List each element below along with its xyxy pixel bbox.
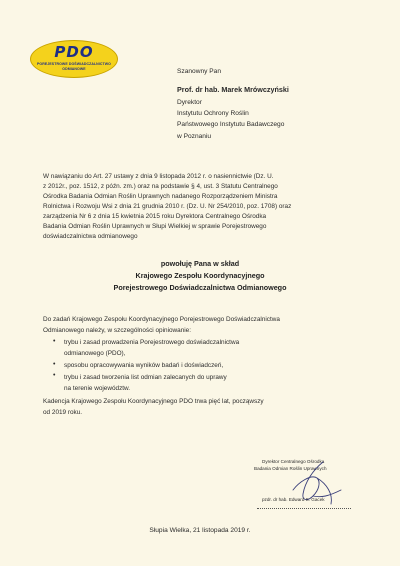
bullet-1-line-1: trybu i zasad prowadzenia Porejestrowego doświadczalnictwa	[64, 339, 240, 346]
intro-line-4: Rolnictwa i Rozwoju Wsi z dnia 21 grudnia 2010 r. (Dz. U. Nr 254/2010, poz. 1708) oraz	[43, 203, 292, 210]
intro-line-2: z 2012r., poz. 1512, z późn. zm.) oraz na podstawie § 4, ust. 3 Statutu Centralnego	[43, 183, 278, 190]
intro-line-3: Ośrodka Badania Odmian Roślin Uprawnych nadanego Rozporządzeniem Ministra	[43, 193, 278, 200]
logo-subtitle-line-2: ODMIANOWE	[62, 67, 86, 71]
appointment-line-3: Porejestrowego Doświadczalnictwa Odmianowego	[113, 283, 287, 292]
bullet-3-line-2: na terenie województw.	[64, 385, 131, 392]
pdo-logo	[30, 40, 118, 80]
appointment-line-1: powołuję Pana w skład	[160, 259, 240, 268]
greeting: Szanowny Pan	[177, 68, 221, 75]
intro-line-6: Badania Odmian Roślin Uprawnych w Słupi Wielkiej w sprawie Porejestrowego	[43, 223, 267, 230]
bullet-3-line-1: trybu i zasad tworzenia list odmian zalecanych do uprawy	[64, 374, 227, 381]
duties-line-1: Do zadań Krajowego Zespołu Koordynacyjnego Porejestrowego Doświadczalnictwa	[43, 316, 280, 323]
bullet-2-line-1: sposobu opracowywania wyników badań i doświadczeń,	[64, 362, 224, 369]
stamp-line-2: Badania Odmian Roślin Uprawnych	[254, 466, 327, 471]
handwritten-signature	[283, 460, 353, 510]
stamp-line-1: Dyrektor Centralnego Ośrodka	[262, 459, 325, 464]
term-line-1: Kadencja Krajowego Zespołu Koordynacyjnego PDO trwa pięć lat, począwszy	[43, 398, 264, 405]
bullet-dot-2: •	[53, 361, 56, 368]
addressee-title: Dyrektor	[177, 99, 202, 106]
signer-name: pzdr. dr hab. Edward S. Gacek	[262, 497, 325, 502]
appointment-line-2: Krajowego Zespołu Koordynacyjnego	[135, 271, 265, 280]
signature-line	[257, 508, 351, 509]
bullet-1-line-2: odmianowego (PDO),	[64, 350, 126, 357]
intro-line-7: doświadczalnictwa odmianowego	[43, 233, 138, 240]
addressee-institute-type: Państwowego Instytutu Badawczego	[177, 121, 285, 128]
duties-line-2: Odmianowego należy, w szczególności opiniowanie:	[43, 327, 192, 334]
addressee-city: w Poznaniu	[177, 133, 212, 140]
bullet-dot-3: •	[53, 372, 56, 379]
logo-subtitle-line-1: POREJESTROWE DOŚWIADCZALNICTWO	[37, 62, 111, 66]
place-and-date: Słupia Wielka, 21 listopada 2019 r.	[149, 527, 251, 534]
intro-line-1: W nawiązaniu do Art. 27 ustawy z dnia 9 listopada 2012 r. o nasiennictwie (Dz. U.	[43, 173, 274, 180]
bullet-dot-1: •	[53, 338, 56, 345]
intro-line-5: zarządzenia Nr 6 z dnia 15 kwietnia 2015 roku Dyrektora Centralnego Ośrodka	[43, 213, 267, 220]
logo-text: PDO	[54, 43, 94, 61]
term-line-2: od 2019 roku.	[43, 409, 83, 416]
addressee-name: Prof. dr hab. Marek Mrówczyński	[177, 85, 289, 94]
addressee-institute: Instytutu Ochrony Roślin	[177, 110, 249, 117]
